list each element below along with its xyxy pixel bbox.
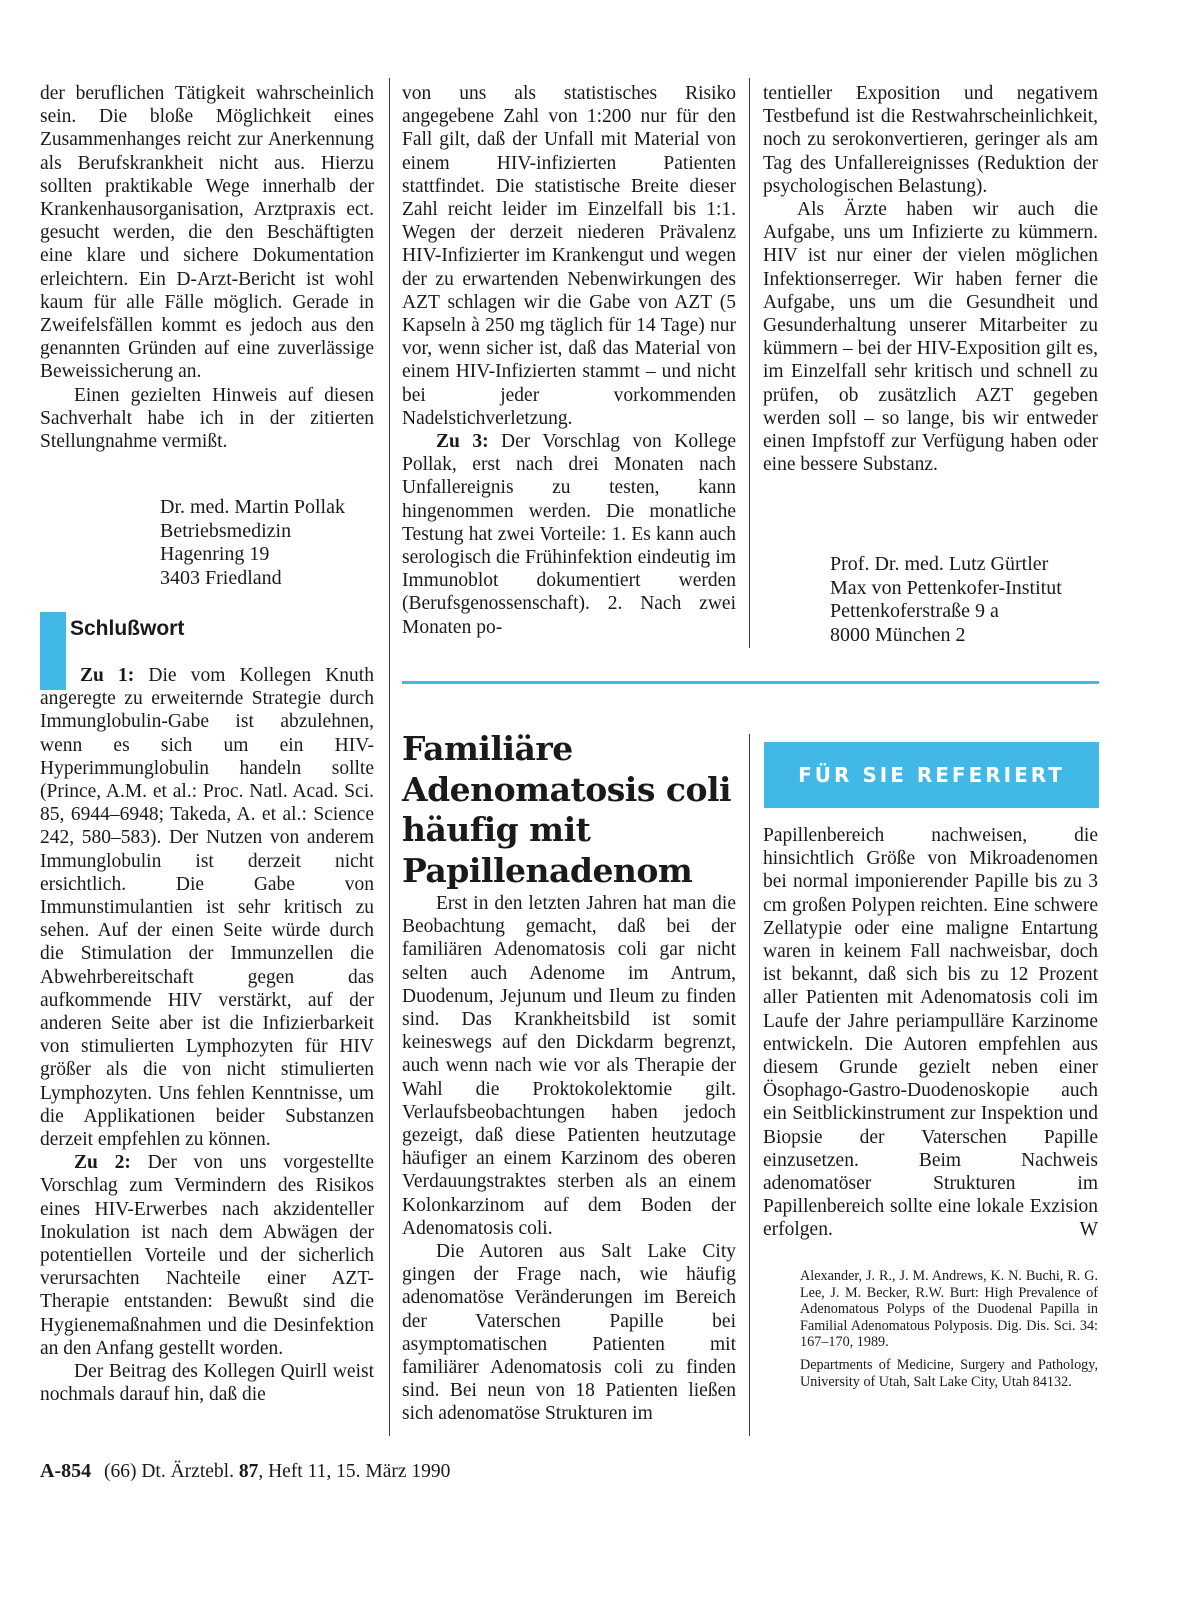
signature-line: Dr. med. Martin Pollak [160,496,345,518]
signature-line: Prof. Dr. med. Lutz Gürtler [830,553,1049,575]
paragraph-text: Die vom Kollegen Knuth angeregte zu erweiternde Strategie durch Immunglobulin-Gabe ist abzulehnen, wenn es sich um ein HIV-Hyperimmunglobulin handeln sollte (Prince, A.M. et al.: Proc. Natl. Acad. Sci. 85, 6944–6948; Takeda, A. et al.: Science 242, 580–583). Der Nutzen von anderem Immunglobulin ist derzeit nicht ersichtlich. Die Gabe von Immunstimulantien ist sehr kritisch zu sehen. Auf der einen Seite würde durch die Stimulation der Immunzellen die Abwehrbereitschaft gegen das aufkommende HIV verstärkt, auf der anderen Seite aber ist die Infizierbarkeit von stimulierten Lymphozyten für HIV größer als die von nicht stimulierten Lymphozyten. Uns fehlen Kenntnisse, um die Applikationen beider Substanzen derzeit empfehlen zu können. [40,665,374,1151]
author-initial: W [1079,1219,1098,1241]
column-divider [749,734,750,1436]
column-divider [749,78,750,648]
references [800,1268,1098,1390]
column-1-bottom [40,664,374,1407]
paragraph: Erst in den letzten Jahren hat man die Beobachtung gemacht, daß bei der familiären Adenomatosis coli gar nicht selten auch Adenome im Antrum, Duodenum, Jejunum und Ileum zu finden sind. Das Krankheitsbild ist somit keineswegs auf den Dickdarm begrenzt, auch wenn nach wie vor als Therapie der Wahl die Proktokolektomie gilt. Verlaufsbeobachtungen haben jedoch gezeigt, daß diese Patienten heutzutage häufiger an einem Karzinom des oberen Verdauungstraktes sterben als an einem Kolonkarzinom auf dem Boden der Adenomatosis coli. [402,893,736,1239]
section-separator [402,681,1099,684]
article-column-middle [402,892,736,1426]
paragraph [763,824,1098,1242]
signature-pollak [160,496,345,590]
paragraph: Die Autoren aus Salt Lake City gingen der Frage nach, wie häufig adenomatöse Veränderungen im Bereich der Vaterschen Papille bei asymptomatischen Patienten mit familiärer Adenomatosis coli zu finden sind. Bei neun von 18 Patienten ließen sich adenomatöse Strukturen im [402,1241,736,1425]
paragraph [402,430,736,639]
paragraph-text: Der Vorschlag von Kollege Pollak, erst nach drei Monaten nach Unfallereignis zu testen, kann hingenommen werden. Die monatliche Testung hat zwei Vorteile: 1. Es kann auch serologisch die Frühinfektion eindeutig im Immunoblot dokumentiert werden (Berufsgenossenschaft). 2. Nach zwei Monaten po- [402,431,736,638]
article-title [402,729,747,891]
point-label: Zu 3: [436,431,489,453]
signature-guertler [830,553,1062,647]
footer-text-pre: (66) Dt. Ärztebl. [103,1461,239,1482]
reference-citation: Alexander, J. R., J. M. Andrews, K. N. Buchi, R. G. Lee, J. M. Becker, R.W. Burt: High Prevalence of Adenomatous Polyps of the Duodenal Papilla in Familial Adenomatous Polyposis. Dig. Dis. Sci. 34: 167–170, 1989. [800,1268,1098,1351]
signature-line: Hagenring 19 [160,543,270,565]
category-banner: FÜR SIE REFERIERT [764,742,1099,808]
point-label: Zu 2: [74,1152,131,1174]
signature-line: Max von Pettenkofer-Institut [830,576,1062,599]
column-2-top [402,82,736,639]
title-line: Familiäre [402,729,573,768]
paragraph: tentieller Exposition und negativem Testbefund ist die Restwahrscheinlichkeit, noch zu serokonvertieren, geringer als am Tag des Unfallereignisses (Reduktion der psychologischen Belastung). [763,83,1098,197]
title-line: Papillenadenom [402,850,693,890]
point-label: Zu 1: [80,665,135,686]
paragraph: der beruflichen Tätigkeit wahrscheinlich sein. Die bloße Möglichkeit eines Zusammenhanges reicht zur Anerkennung als Berufskrankheit nicht aus. Hierzu sollten praktikable Wege innerhalb der Krankenhausorganisation, Arztpraxis ect. gesucht werden, die den Beschäftigten eine klare und sichere Dokumentation erleichtern. Ein D-Arzt-Bericht ist wohl kaum für alle Fälle möglich. Gerade in Zweifelsfällen kommt es jedoch aus den genannten Gründen auf eine zuverlässige Beweissicherung an. [40,83,374,383]
column-1-top [40,82,374,453]
paragraph: Der Beitrag des Kollegen Quirll weist nochmals darauf hin, daß die [40,1361,374,1406]
paragraph-text: Papillenbereich nachweisen, die hinsichtlich Größe von Mikroadenomen bei normal imponierender Papille bis zu 3 cm großen Polypen reichten. Eine schwere Zellatypie oder eine maligne Entartung waren in keinem Fall nachweisbar, doch ist bekannt, daß sich bis zu 12 Prozent aller Patienten mit Adenomatosis coli im Laufe der Jahre periampulläre Karzinome entwickeln. Die Autoren empfehlen aus diesem Grunde gezielt neben einer Ösophago-Gastro-Duodenoskopie auch ein Seitblickinstrument zur Inspektion und Biopsie der Vaterschen Papille einzusetzen. Beim Nachweis adenomatöser Strukturen im Papillenbereich sollte eine lokale Exzision erfolgen. [763,825,1098,1241]
footer-text-post: , Heft 11, 15. März 1990 [258,1461,451,1482]
signature-line: Pettenkoferstraße 9 a [830,600,999,622]
section-heading: Schlußwort [70,617,185,640]
column-divider [389,78,390,1436]
paragraph [40,664,374,1151]
signature-line: 8000 München 2 [830,623,966,646]
reference-affiliation: Departments of Medicine, Surgery and Pathology, University of Utah, Salt Lake City, Utah 84132. [800,1356,1098,1390]
article-column-right [763,824,1098,1242]
signature-line: 3403 Friedland [160,566,282,589]
paragraph: Einen gezielten Hinweis auf diesen Sachverhalt habe ich in der zitierten Stellungnahme vermißt. [40,384,374,453]
paragraph [40,1151,374,1360]
paragraph: von uns als statistisches Risiko angegebene Zahl von 1:200 nur für den Fall gilt, daß der Unfall mit Material von einem HIV-infizierten Patienten stattfindet. Die statistische Breite dieser Zahl reicht leider im Einzelfall bis 1:1. Wegen der derzeit niederen Prävalenz HIV-Infizierter im Krankengut und wegen der zu erwartenden Nebenwirkungen des AZT schlagen wir die Gabe von AZT (5 Kapseln à 250 mg täglich für 14 Tage) nur vor, wenn sicher ist, daß das Material von einem HIV-Infizierten stammt – und nicht bei jeder vorkommenden Nadelstichverletzung. [402,83,736,429]
footer-volume: 87 [238,1461,259,1482]
signature-line: Betriebsmedizin [160,519,292,542]
column-3-top [763,82,1098,476]
page-footer [40,1460,450,1483]
paragraph: Als Ärzte haben wir auch die Aufgabe, uns um Infizierte zu kümmern. HIV ist nur einer der vielen möglichen Infektionserreger. Wir haben ferner die Aufgabe, uns um die Gesundheit und Gesunderhaltung unserer Mitarbeiter zu kümmern – bei der HIV-Exposition gilt es, im Einzelfall sehr kritisch und schnell zu prüfen, ob zusätzlich AZT gegeben werden soll – so lange, bis wir entweder einen Impfstoff zur Verfügung haben oder eine bessere Substanz. [763,199,1098,476]
paragraph-text: Der von uns vorgestellte Vorschlag zum Vermindern des Risikos eines HIV-Erwerbes nach akzidenteller Inokulation ist nach dem Abwägen der potentiellen Vorteile und der sicherlich verursachten Nachteile einer AZT-Therapie entstanden: Bewußt sind die Hygienemaßnahmen und die Desinfektion an den Anfang gestellt worden. [40,1152,374,1359]
page-number: A-854 [40,1460,92,1482]
title-line: Adenomatosis coli [402,769,732,809]
title-line: häufig mit [402,810,591,849]
